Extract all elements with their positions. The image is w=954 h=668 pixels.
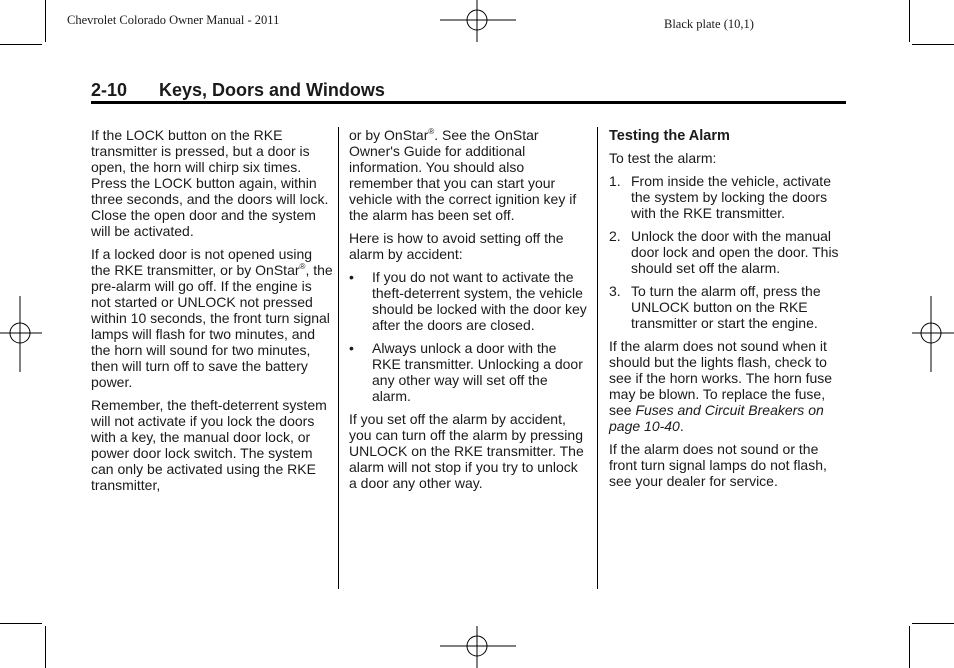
paragraph: If you set off the alarm by accident, you can turn off the alarm by pressing UNLOCK on the RKE transmitter. The alarm will not stop if you try to unlock a door any other way. [349, 411, 584, 491]
column-divider [597, 127, 598, 589]
paragraph: Here is how to avoid setting off the alarm by accident: [349, 230, 564, 262]
column-divider [338, 127, 339, 589]
registered-mark: ® [428, 127, 435, 136]
cross-reference-link[interactable]: Fuses and Circuit Breakers on page 10-40 [609, 402, 824, 434]
paragraph: If the alarm does not sound or the front turn signal lamps do not flash, see your dealer for service. [609, 441, 827, 489]
paragraph: If the alarm does not sound when it should but the lights flash, check to see if the horn works. The horn fuse may be blown. To replace the fuse, see Fuses and Circuit Breakers on page 10-40. [609, 338, 833, 434]
list-item: • Always unlock a door with the RKE transmitter. Unlocking a door any other way will set off the alarm. [349, 340, 583, 404]
crop-mark [45, 626, 46, 668]
subheading: Testing the Alarm [609, 128, 730, 144]
registration-mark-right [912, 296, 954, 372]
paragraph: If the LOCK button on the RKE transmitter is pressed, but a door is open, the horn will chirp six times. Press the LOCK button again, within three seconds, and the doors will lock. Close the open door and the system will be activated. [91, 127, 329, 239]
bullet-icon: • [349, 269, 354, 285]
column-2 [349, 127, 587, 498]
crop-mark [909, 626, 910, 668]
crop-mark [0, 44, 42, 45]
column-3 [609, 127, 849, 496]
paragraph: To test the alarm: [609, 150, 717, 166]
paragraph: If a locked door is not opened using the RKE transmitter, or by OnStar®, the pre-alarm will go off. If the engine is not started or UNLOCK not pressed within 10 seconds, the front turn signal lamps will flash for two minutes, and the horn will sound for two minutes, then will turn off to save the battery power. [91, 246, 333, 390]
registration-mark-left [0, 296, 42, 372]
registered-mark: ® [299, 262, 306, 271]
registration-mark-bottom [440, 626, 516, 668]
section-number: 2-10 [91, 80, 128, 100]
section-rule [91, 101, 846, 104]
bullet-icon: • [349, 340, 354, 356]
list-item: • If you do not want to activate the theft-deterrent system, the vehicle should be locked with the door key after the doors are closed. [349, 269, 587, 333]
paragraph: Remember, the theft-deterrent system will not activate if you lock the doors with a key, the manual door lock, or power door lock switch. The system can only be activated using the RKE transmitter, [91, 397, 327, 493]
manual-title: Chevrolet Colorado Owner Manual - 2011 [67, 13, 280, 27]
crop-mark [45, 0, 46, 42]
paragraph: or by OnStar®. See the OnStar Owner's Guide for additional information. You should also remember that you can start your vehicle with the correct ignition key if the alarm has been set off. [349, 127, 577, 223]
section-title: Keys, Doors and Windows [159, 80, 385, 100]
list-item: 1. From inside the vehicle, activate the system by locking the doors with the RKE transmitter. [609, 173, 831, 221]
plate-label: Black plate (10,1) [664, 17, 754, 31]
crop-mark [909, 0, 910, 42]
list-item: 3. To turn the alarm off, press the UNLOCK button on the RKE transmitter or start the engine. [609, 283, 821, 331]
crop-mark [912, 623, 954, 624]
section-heading [91, 80, 385, 101]
crop-mark [0, 623, 42, 624]
column-1 [91, 127, 333, 500]
list-item: 2. Unlock the door with the manual door lock and open the door. This should set off the alarm. [609, 228, 839, 276]
registration-mark-top [440, 0, 516, 42]
crop-mark [912, 44, 954, 45]
